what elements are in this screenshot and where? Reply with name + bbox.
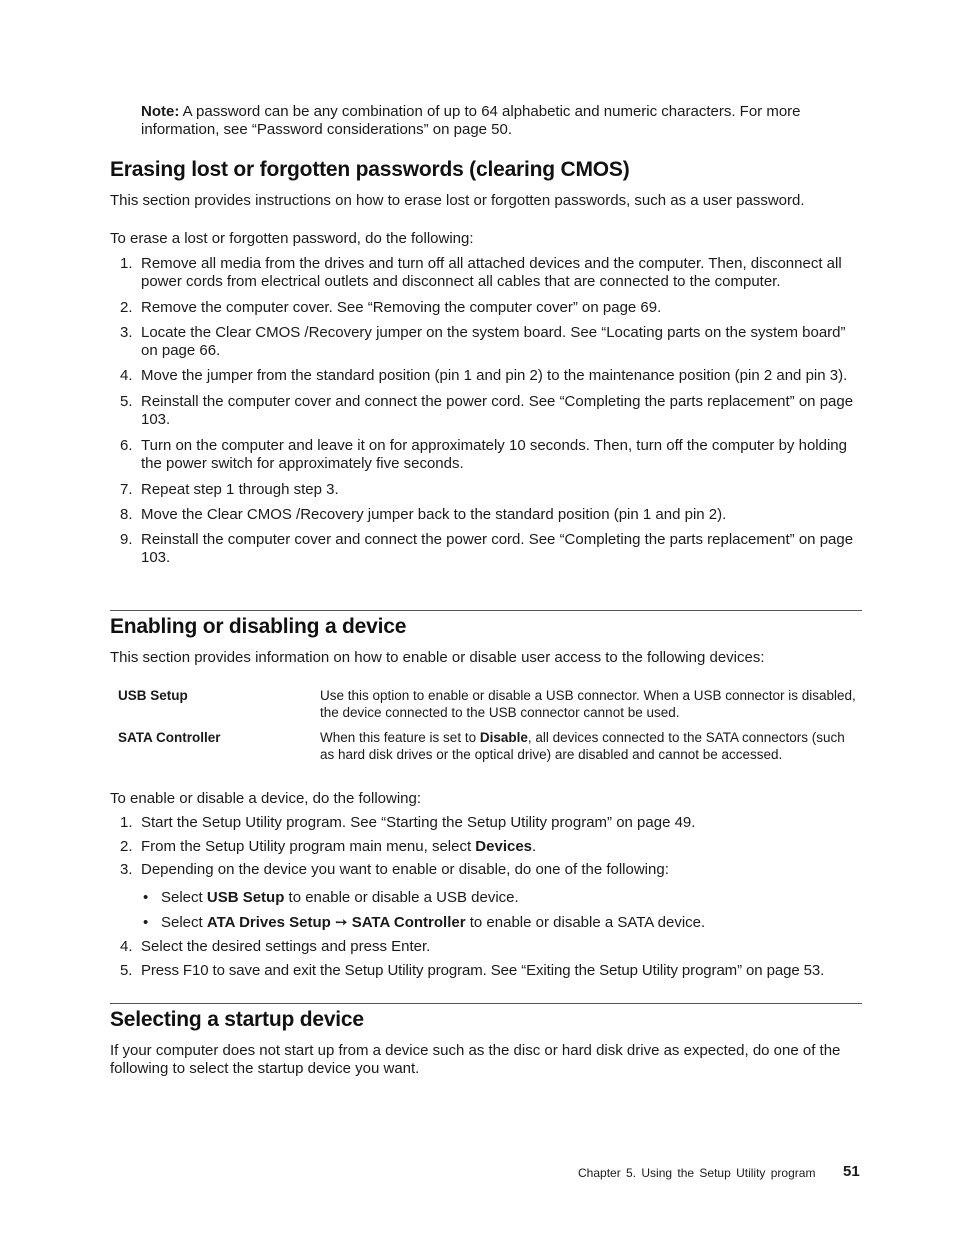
section1-intro: This section provides instructions on how to erase lost or forgotten passwords, such as a user password.: [110, 192, 805, 209]
section2-intro: This section provides information on how to enable or disable user access to the following devices:: [110, 649, 765, 666]
definition-description: When this feature is set to Disable, all devices connected to the SATA connectors (such as hard disk drives or the optical drive) are disabled and cannot be accessed.: [320, 730, 845, 762]
note-paragraph: [141, 103, 863, 139]
list-item: 5. Reinstall the computer cover and connect the power cord. See “Completing the parts replacement” on page 103.: [120, 393, 854, 428]
section-divider: [110, 1003, 862, 1004]
section-heading-clearing-cmos: Erasing lost or forgotten passwords (clearing CMOS): [110, 158, 630, 181]
list-item: 4. Move the jumper from the standard position (pin 1 and pin 2) to the maintenance position (pin 2 and pin 3).: [120, 367, 848, 384]
definition-row: [118, 729, 858, 763]
definition-term: USB Setup: [118, 688, 188, 703]
list-item: 3. Locate the Clear CMOS /Recovery jumper on the system board. See “Locating parts on the system board” on page 66.: [120, 324, 846, 359]
section-divider: [110, 610, 862, 611]
device-bullets: [141, 889, 861, 932]
section-heading-startup-device: Selecting a startup device: [110, 1008, 364, 1031]
list-item: 2. Remove the computer cover. See “Removing the computer cover” on page 69.: [120, 299, 662, 316]
bullet-icon: •: [143, 914, 149, 931]
list-item: 9. Reinstall the computer cover and connect the power cord. See “Completing the parts replacement” on page 103.: [120, 531, 854, 566]
section3-intro: If your computer does not start up from a device such as the disc or hard disk drive as expected, do one of the following to select the startup device you want.: [110, 1042, 841, 1077]
list-item: • Select ATA Drives Setup ➙ SATA Controller to enable or disable a SATA device.: [143, 914, 706, 931]
section1-lead: To erase a lost or forgotten password, do the following:: [110, 230, 474, 247]
bullet-icon: •: [143, 889, 149, 906]
list-item: 3. Depending on the device you want to enable or disable, do one of the following:: [120, 861, 669, 878]
note-text: A password can be any combination of up to 64 alphabetic and numeric characters. For more information, see “Password considerations” on page 50.: [141, 103, 801, 138]
list-item: • Select USB Setup to enable or disable a USB device.: [143, 889, 519, 906]
definition-description: Use this option to enable or disable a USB connector. When a USB connector is disabled, the device connected to the USB connector cannot be used.: [320, 688, 856, 720]
list-item: 7. Repeat step 1 through step 3.: [120, 481, 339, 498]
definition-row: [118, 687, 858, 721]
device-definition-table: [118, 687, 858, 763]
section2-lead: To enable or disable a device, do the following:: [110, 790, 422, 807]
clear-cmos-steps: [110, 255, 862, 567]
page-number: 51: [843, 1163, 860, 1180]
list-item: 2. From the Setup Utility program main menu, select Devices.: [120, 838, 537, 855]
enable-device-steps-a: [110, 814, 862, 879]
list-item: 4. Select the desired settings and press Enter.: [120, 938, 431, 955]
list-item: 8. Move the Clear CMOS /Recovery jumper back to the standard position (pin 1 and pin 2).: [120, 506, 727, 523]
arrow-icon: ➙: [330, 914, 352, 931]
section-heading-enabling-device: Enabling or disabling a device: [110, 615, 407, 638]
list-item: 1. Start the Setup Utility program. See “Starting the Setup Utility program” on page 49.: [120, 814, 696, 831]
list-item: 6. Turn on the computer and leave it on for approximately 10 seconds. Then, turn off the computer by holding the power switch for approximately five seconds.: [120, 437, 847, 472]
enable-device-steps-b: [110, 938, 862, 980]
list-item: 5. Press F10 to save and exit the Setup Utility program. See “Exiting the Setup Utility program” on page 53.: [120, 962, 825, 979]
footer-chapter: Chapter 5. Using the Setup Utility program: [578, 1166, 816, 1180]
definition-term: SATA Controller: [118, 730, 221, 745]
list-item: 1. Remove all media from the drives and turn off all attached devices and the computer. Then, disconnect all power cords from electrical outlets and disconnect all cables that are connected to the computer.: [120, 255, 842, 290]
note-label: Note:: [141, 103, 180, 120]
